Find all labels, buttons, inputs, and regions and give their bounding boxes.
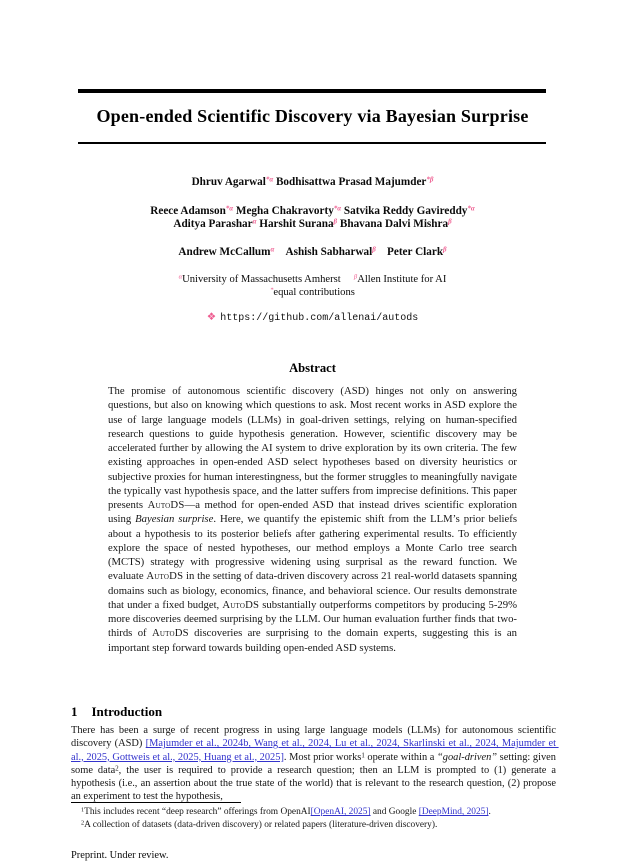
title-rule-bottom bbox=[78, 142, 546, 144]
text-segment: Bhavana Dalvi Mishra bbox=[339, 218, 449, 230]
authors-block bbox=[0, 176, 625, 259]
text-segment: Aditya Parashar bbox=[173, 218, 253, 230]
text-segment: discoveries are surprising to the domain experts, suggesting this is an important step forward towards building open-ended ASD systems. bbox=[108, 627, 520, 654]
author-line-2 bbox=[0, 205, 625, 218]
section-heading-introduction bbox=[71, 704, 561, 720]
text-segment: . Here, we quantify the epistemic shift from the LLM’s prior beliefs about a hypothesis to its posterior beliefs after gathering experimental results. To efficiently explore the space of nested hypotheses, our method employs a Monte Carlo tree search (MCTS) strategy with progressive widening using surprisal as the reward function. We evaluate bbox=[108, 513, 520, 583]
text-segment: substantially outperforms competitors by producing 5-29% more discoveries deemed surprising by the LLM. Our human evaluation further finds that two-thirds of bbox=[108, 598, 520, 640]
author-affiliation-superscript: *α bbox=[333, 204, 342, 213]
text-segment: AutoDS bbox=[151, 627, 189, 640]
text-segment: AutoDS bbox=[147, 499, 185, 511]
text-segment: Harshit Surana bbox=[259, 218, 334, 230]
author-affiliation-superscript: *α bbox=[467, 204, 475, 213]
text-segment: Bayesian surprise bbox=[135, 513, 214, 526]
text-segment: Peter Clark bbox=[387, 246, 444, 258]
text-segment: 2 bbox=[115, 765, 119, 773]
citation-link[interactable]: [Majumder et al., 2024b, Wang et al., 2024, Lu et al., 2024, Skarlinski et al., 2024, Majumder et al., 2025, Gottweis et al., 2025, Huang et al., 2025] bbox=[71, 738, 559, 763]
author-affiliation-superscript: β bbox=[372, 245, 376, 254]
text-segment: setting: given some data bbox=[71, 751, 559, 776]
author-affiliation-superscript: β bbox=[443, 245, 447, 254]
text-segment: in the setting of data-driven discovery across 21 real-world datasets spanning domains such as biology, economics, finance, and behavioral science. Our results demonstrate that under a fixed budget, bbox=[108, 570, 520, 611]
text-segment: AutoDS bbox=[146, 570, 184, 583]
preprint-notice: Preprint. Under review. bbox=[71, 850, 169, 861]
text-segment: —a method for open-ended ASD that instead drives scientific exploration using bbox=[108, 499, 520, 526]
author-affiliation-superscript: α bbox=[178, 273, 183, 281]
footnotes-block bbox=[71, 806, 558, 832]
text-segment: Dhruv Agarwal bbox=[191, 176, 266, 188]
author-affiliation-superscript: β bbox=[448, 217, 452, 226]
author-affiliation-superscript: α bbox=[270, 245, 275, 254]
text-segment: Bodhisattwa Prasad Majumder bbox=[275, 176, 427, 188]
introduction-paragraph bbox=[71, 724, 559, 804]
text-segment: AutoDS bbox=[222, 598, 260, 611]
footnote-rule bbox=[71, 802, 241, 803]
text-segment: Ashish Sabharwal bbox=[285, 246, 373, 258]
text-segment: . bbox=[488, 807, 491, 817]
footnote-2 bbox=[71, 819, 558, 832]
citation-link[interactable]: [DeepMind, 2025] bbox=[418, 807, 489, 817]
author-affiliation-superscript: * bbox=[270, 286, 274, 294]
equal-contributions-line bbox=[0, 287, 625, 300]
author-affiliation-superscript: *α bbox=[265, 175, 274, 184]
author-affiliation-superscript: α bbox=[252, 217, 257, 226]
text-segment: equal contributions bbox=[273, 286, 355, 298]
paper-title: Open-ended Scientific Discovery via Bayesian Surprise bbox=[96, 106, 529, 126]
text-segment: A collection of datasets (data-driven discovery) or related papers (literature-driven discovery). bbox=[84, 819, 438, 830]
text-segment: University of Massachusetts Amherst bbox=[182, 274, 341, 285]
repository-url-link[interactable]: https://github.com/allenai/autods bbox=[220, 313, 419, 324]
repository-link-line bbox=[0, 311, 625, 324]
section-number: 1 bbox=[71, 704, 78, 719]
citation-link[interactable]: [OpenAI, 2025] bbox=[310, 807, 371, 817]
author-line-1 bbox=[0, 176, 625, 189]
author-affiliation-superscript: β bbox=[333, 217, 338, 226]
text-segment: The promise of autonomous scientific discovery (ASD) hinges not only on answering questions, but also on knowing which questions to ask. Most recent works in ASD explore the use of large language models (LLMs) in goal-driven settings, relying on human-specified research questions to guide hypothesis generation. However, scientific discovery may be accelerated further by allowing the AI system to drive exploration by its own criteria. The few existing approaches in open-ended ASD select hypotheses based on diversity heuristics or subjective proxies for human interestingness, but the former struggles to meaningfully navigate the typically vast hypothesis space, and the latter suffers from imprecise definitions. This paper presents bbox=[108, 385, 520, 511]
text-segment: Andrew McCallum bbox=[178, 246, 271, 258]
text-segment: Satvika Reddy Gavireddy bbox=[343, 205, 468, 217]
author-affiliation-superscript: *β bbox=[426, 175, 434, 184]
text-segment: and Google bbox=[370, 807, 419, 817]
title-rule-top bbox=[78, 89, 546, 93]
affiliation-line bbox=[0, 274, 625, 287]
text-segment: 1 bbox=[361, 752, 365, 759]
text-segment: “goal-driven” bbox=[437, 751, 498, 763]
author-affiliation-superscript: *α bbox=[225, 204, 234, 213]
affiliations-block bbox=[0, 274, 625, 299]
abstract-text bbox=[108, 384, 520, 655]
author-line-4 bbox=[0, 246, 625, 259]
footnote-1 bbox=[71, 806, 558, 819]
text-segment: Megha Chakravorty bbox=[235, 205, 334, 217]
text-segment: 1 bbox=[81, 806, 85, 814]
text-segment bbox=[274, 246, 285, 258]
text-segment: . Most prior works bbox=[283, 751, 362, 763]
text-segment bbox=[376, 246, 387, 258]
author-line-3 bbox=[0, 218, 625, 231]
section-title: Introduction bbox=[91, 704, 163, 719]
abstract-heading: Abstract bbox=[289, 361, 336, 375]
text-segment: , the user is required to provide a research question; then an LLM is prompted to (1) generate a hypothesis (i.e., an assertion about the true state of the world) that is relevant to the research question, (2) propose an experiment to test the hypothesis, bbox=[71, 764, 559, 803]
text-segment bbox=[341, 274, 354, 285]
text-segment: There has been a surge of recent progress in using large language models (LLMs) for autonomous scientific discovery (ASD) bbox=[71, 725, 559, 750]
text-segment: Allen Institute for AI bbox=[357, 274, 447, 285]
text-segment: operate within a bbox=[364, 751, 438, 763]
text-segment: This includes recent “deep research” offerings from OpenAI bbox=[84, 807, 311, 817]
author-affiliation-superscript: β bbox=[353, 273, 358, 281]
sparkle-diamond-icon: ❖ bbox=[206, 311, 217, 323]
text-segment: Reece Adamson bbox=[150, 205, 226, 217]
text-segment: 2 bbox=[81, 819, 85, 827]
